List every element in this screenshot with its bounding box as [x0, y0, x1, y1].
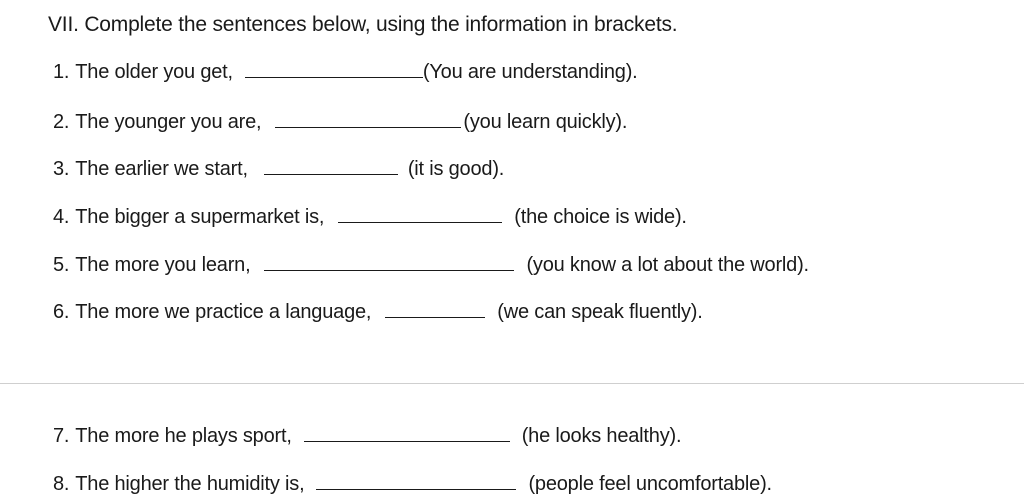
answer-blank[interactable] [275, 111, 461, 128]
answer-blank[interactable] [304, 425, 510, 442]
item-number: 3. [53, 158, 70, 180]
hint-text: (you know a lot about the world). [526, 254, 809, 276]
sentence-text: The bigger a supermarket is, [75, 206, 325, 228]
item-number: 5. [53, 254, 70, 276]
hint-text: (you learn quickly). [463, 111, 628, 133]
hint-text: (it is good). [407, 158, 505, 180]
sentence-text: The more he plays sport, [75, 425, 292, 447]
sentence-item [53, 254, 809, 277]
item-number: 4. [53, 206, 70, 228]
sentence-text: The more you learn, [75, 254, 251, 276]
sentence-text: The earlier we start, [75, 158, 248, 180]
answer-blank[interactable] [264, 254, 514, 271]
item-number: 6. [53, 301, 70, 323]
sentence-item [53, 301, 703, 324]
sentence-text: The younger you are, [75, 111, 262, 133]
hint-text: (the choice is wide). [514, 206, 687, 228]
item-number: 7. [53, 425, 70, 447]
answer-blank[interactable] [264, 158, 398, 175]
hint-text: (people feel uncomfortable). [528, 473, 772, 495]
sentence-item [53, 425, 681, 448]
hint-text: (we can speak fluently). [497, 301, 703, 323]
sentence-item [53, 206, 687, 229]
item-number: 8. [53, 473, 70, 495]
sentence-item [53, 61, 638, 84]
hint-text: (he looks healthy). [521, 425, 682, 447]
exercise-title: VII. Complete the sentences below, using the information in brackets. [48, 13, 678, 36]
section-divider [0, 383, 1024, 384]
item-number: 2. [53, 111, 70, 133]
answer-blank[interactable] [245, 61, 423, 78]
sentence-text: The higher the humidity is, [75, 473, 305, 495]
sentence-item [53, 158, 504, 181]
hint-text: (You are understanding). [422, 61, 638, 83]
sentence-text: The older you get, [75, 61, 233, 83]
answer-blank[interactable] [316, 473, 516, 490]
sentence-text: The more we practice a language, [75, 301, 372, 323]
sentence-item [53, 473, 772, 496]
answer-blank[interactable] [385, 301, 485, 318]
sentence-item [53, 111, 627, 134]
answer-blank[interactable] [338, 206, 502, 223]
item-number: 1. [53, 61, 70, 83]
